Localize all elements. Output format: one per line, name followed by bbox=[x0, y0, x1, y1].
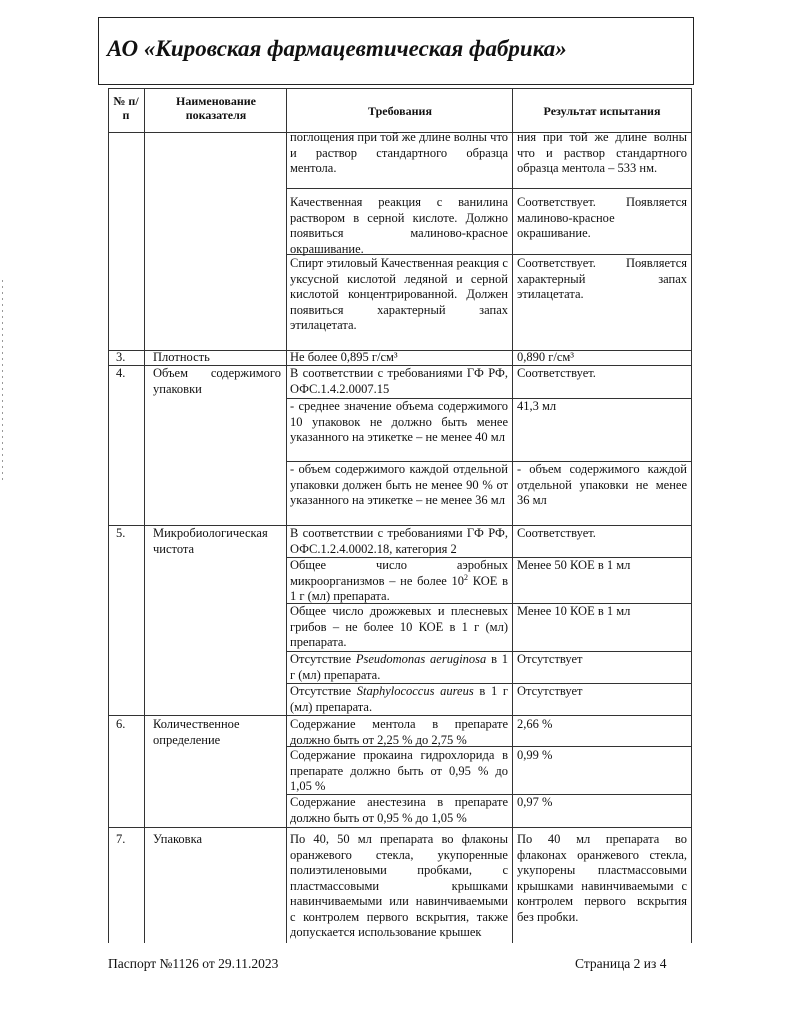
table-cell-name: Плотность bbox=[153, 350, 210, 364]
header-box bbox=[98, 17, 694, 85]
table-cell-requirement: По 40, 50 мл препарата во флаконы оранжевого стекла, укупоренные полиэтиленовыми пробками, с пластмассовыми крышками навинчиваемыми или навинчиваемыми с контролем первого вскрытия, также допускается использование крышек bbox=[290, 832, 508, 939]
table-cell-requirement: Общее число аэробных микроорганизмов – не более $10^2$ КОЕ в 1 г (мл) препарата. bbox=[290, 558, 508, 603]
col-header-number: № п/п bbox=[113, 94, 139, 122]
table-rule bbox=[286, 188, 692, 189]
table-cell-result: 0,99 % bbox=[517, 748, 553, 762]
table-cell-requirement: Содержание анестезина в препарате должно быть от 0,95 % до 1,05 % bbox=[290, 795, 508, 825]
table-cell-requirement: В соответствии с требованиями ГФ РФ, ОФС.1.4.2.0007.15 bbox=[290, 366, 508, 396]
company-title: АО «Кировская фармацевтическая фабрика» bbox=[107, 36, 567, 61]
table-cell-result: 41,3 мл bbox=[517, 399, 557, 413]
table-cell-requirement: Отсутствие Pseudomonas aeruginosa в 1 г (мл) препарата. bbox=[290, 652, 508, 682]
table-cell-result: Соответствует. Появляется характерный запах этилацетата. bbox=[517, 256, 687, 301]
table-cell-result: 2,66 % bbox=[517, 717, 553, 731]
table-cell-result: Соответствует. bbox=[517, 526, 596, 540]
table-rule bbox=[144, 88, 145, 943]
table-rule bbox=[286, 88, 287, 943]
table-cell-number: 4. bbox=[116, 366, 126, 380]
table-cell-result: Менее 50 КОЕ в 1 мл bbox=[517, 558, 631, 572]
table-rule bbox=[691, 88, 692, 943]
table-cell-requirement: - среднее значение объема содержимого 10 упаковок не должно быть менее указанного на этикетке – не менее 40 мл bbox=[290, 399, 508, 444]
table-cell-result: Соответствует. Появляется малиново-красное окрашивание. bbox=[517, 195, 687, 240]
table-cell-requirement: Спирт этиловый Качественная реакция с уксусной кислотой ледяной и серной кислотой концентрированной. Должен появиться характерный запах этилацетата. bbox=[290, 256, 508, 332]
table-cell-name: Количественное определение bbox=[153, 717, 240, 747]
table-cell-result: По 40 мл препарата во флаконах оранжевого стекла, укупорены пластмассовыми крышками навинчиваемыми с контролем первого вскрытия без пробки. bbox=[517, 832, 687, 924]
table-cell-result: Менее 10 КОЕ в 1 мл bbox=[517, 604, 631, 618]
table-cell-requirement: Содержание прокаина гидрохлорида в препарате должно быть от 0,95 % до 1,05 % bbox=[290, 748, 508, 793]
footer-page-number: Страница 2 из 4 bbox=[575, 956, 667, 971]
col-header-name: Наименование показателя bbox=[176, 94, 256, 122]
table-cell-number: 3. bbox=[116, 350, 126, 364]
table-cell-number: 5. bbox=[116, 526, 126, 540]
table-cell-requirement: Содержание ментола в препарате должно быть от 2,25 % до 2,75 % bbox=[290, 717, 508, 747]
table-cell-result: ния при той же длине волны что и раствор стандартного образца ментола – 533 нм. bbox=[517, 130, 687, 175]
table-cell-name: Объем содержимого упаковки bbox=[153, 366, 281, 396]
table-cell-result: Отсутствует bbox=[517, 684, 583, 698]
scan-margin-dots bbox=[2, 280, 3, 480]
col-header-result: Результат испытания bbox=[543, 104, 661, 118]
footer-passport: Паспорт №1126 от 29.11.2023 bbox=[108, 956, 279, 971]
table-cell-result: 0,890 г/см³ bbox=[517, 350, 575, 364]
table-rule bbox=[108, 88, 692, 89]
table-cell-result: Отсутствует bbox=[517, 652, 583, 666]
table-cell-name: Упаковка bbox=[153, 832, 203, 846]
table-cell-requirement: Общее число дрожжевых и плесневых грибов – не более 10 КОЕ в 1 г (мл) препарата. bbox=[290, 604, 508, 649]
table-cell-name: Микробиологическая чистота bbox=[153, 526, 268, 556]
table-cell-requirement: Качественная реакция с ванилина раствором в серной кислоте. Должно появиться малиново-красное окрашивание. bbox=[290, 195, 508, 256]
table-cell-number: 6. bbox=[116, 717, 126, 731]
table-cell-requirement: В соответствии с требованиями ГФ РФ, ОФС.1.2.4.0002.18, категория 2 bbox=[290, 526, 508, 556]
table-cell-requirement: Не более 0,895 г/см³ bbox=[290, 350, 398, 364]
col-header-requirements: Требования bbox=[368, 104, 432, 118]
table-cell-requirement: Отсутствие Staphylococcus aureus в 1 г (мл) препарата. bbox=[290, 684, 509, 714]
table-cell-result: 0,97 % bbox=[517, 795, 553, 809]
passport-table bbox=[108, 88, 692, 943]
table-rule bbox=[108, 827, 692, 828]
table-rule bbox=[108, 715, 692, 716]
table-cell-requirement: - объем содержимого каждой отдельной упаковки должен быть не менее 90 % от указанного на этикетке – не менее 36 мл bbox=[290, 462, 508, 507]
table-cell-result: - объем содержимого каждой отдельной упаковки не менее 36 мл bbox=[517, 462, 687, 507]
table-rule bbox=[108, 88, 109, 943]
table-cell-result: Соответствует. bbox=[517, 366, 596, 380]
table-cell-requirement: поглощения при той же длине волны что и раствор стандартного образца ментола. bbox=[290, 130, 508, 175]
table-cell-number: 7. bbox=[116, 832, 126, 846]
table-rule bbox=[512, 88, 513, 943]
